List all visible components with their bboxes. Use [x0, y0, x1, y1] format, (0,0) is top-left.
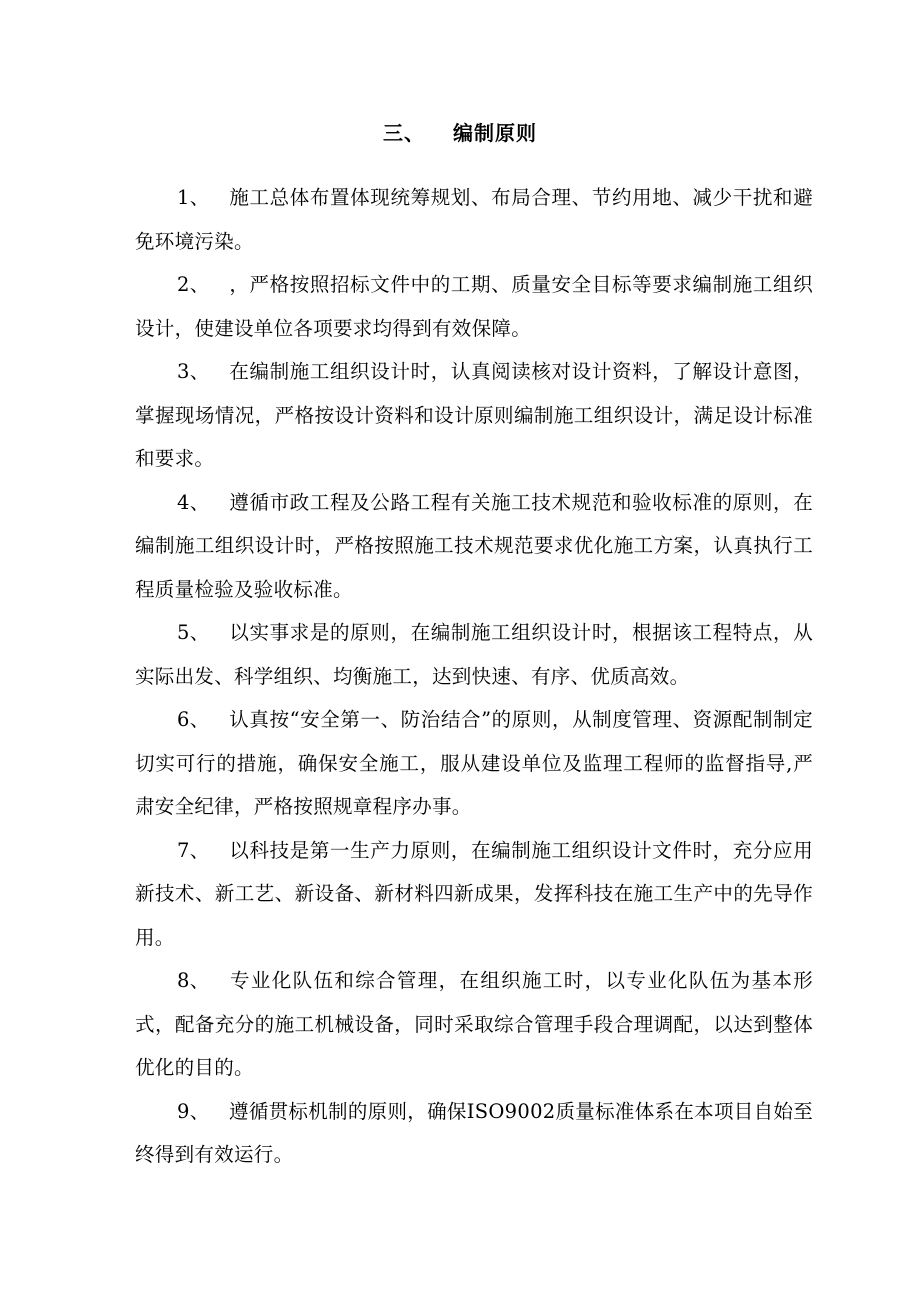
item-text: 以实事求是的原则，在编制施工组织设计时，根据该工程特点，从实际出发、科学组织、均衡施工，达到快速、有序、优质高效。 — [135, 621, 813, 688]
item-index: 6、 — [177, 708, 210, 731]
item-text: ，严格按照招标文件中的工期、质量安全目标等要求编制施工组织设计，使建设单位各项要求均得到有效保障。 — [135, 273, 813, 340]
list-item — [135, 350, 813, 481]
list-item — [135, 1090, 813, 1177]
section-heading — [0, 118, 920, 148]
item-index: 4、 — [177, 490, 210, 514]
list-item — [135, 698, 813, 829]
list-item — [135, 959, 813, 1090]
item-text: 认真按“安全第一、防治结合”的原则，从制度管理、资源配制制定切实可行的措施，确保安全施工，服从建设单位及监理工程师的监督指导,严肃安全纪律，严格按照规章程序办事。 — [135, 708, 813, 818]
item-text: 施工总体布置体现统筹规划、布局合理、节约用地、减少干扰和避免环境污染。 — [135, 186, 813, 253]
item-index: 2、 — [177, 273, 210, 296]
item-text: 遵循贯标机制的原则，确保ISO9002质量标准体系在本项目自始至终得到有效运行。 — [135, 1099, 813, 1166]
item-index: 8、 — [177, 969, 210, 992]
list-item — [135, 176, 813, 263]
section-title: 编制原则 — [453, 121, 537, 145]
item-text: 在编制施工组织设计时，认真阅读核对设计资料，了解设计意图，掌握现场情况，严格按设计资料和设计原则编制施工组织设计，满足设计标准和要求。 — [135, 360, 813, 470]
item-text: 遵循市政工程及公路工程有关施工技术规范和验收标准的原则，在编制施工组织设计时，严格按照施工技术规范要求优化施工方案，认真执行工程质量检验及验收标准。 — [135, 490, 813, 601]
item-index: 7、 — [177, 838, 210, 862]
principles-list — [135, 176, 813, 1177]
list-item — [135, 263, 813, 350]
section-number: 三、 — [383, 121, 425, 145]
item-index: 5、 — [177, 621, 210, 644]
item-index: 1、 — [177, 186, 210, 209]
list-item — [135, 481, 813, 612]
list-item — [135, 611, 813, 698]
item-index: 9、 — [177, 1099, 210, 1123]
list-item — [135, 829, 813, 960]
item-text: 以科技是第一生产力原则，在编制施工组织设计文件时，充分应用新技术、新工艺、新设备、新材料四新成果，发挥科技在施工生产中的先导作用。 — [135, 838, 813, 949]
item-index: 3、 — [177, 360, 210, 383]
item-text: 专业化队伍和综合管理，在组织施工时，以专业化队伍为基本形式，配备充分的施工机械设备，同时采取综合管理手段合理调配，以达到整体优化的目的。 — [135, 969, 813, 1079]
